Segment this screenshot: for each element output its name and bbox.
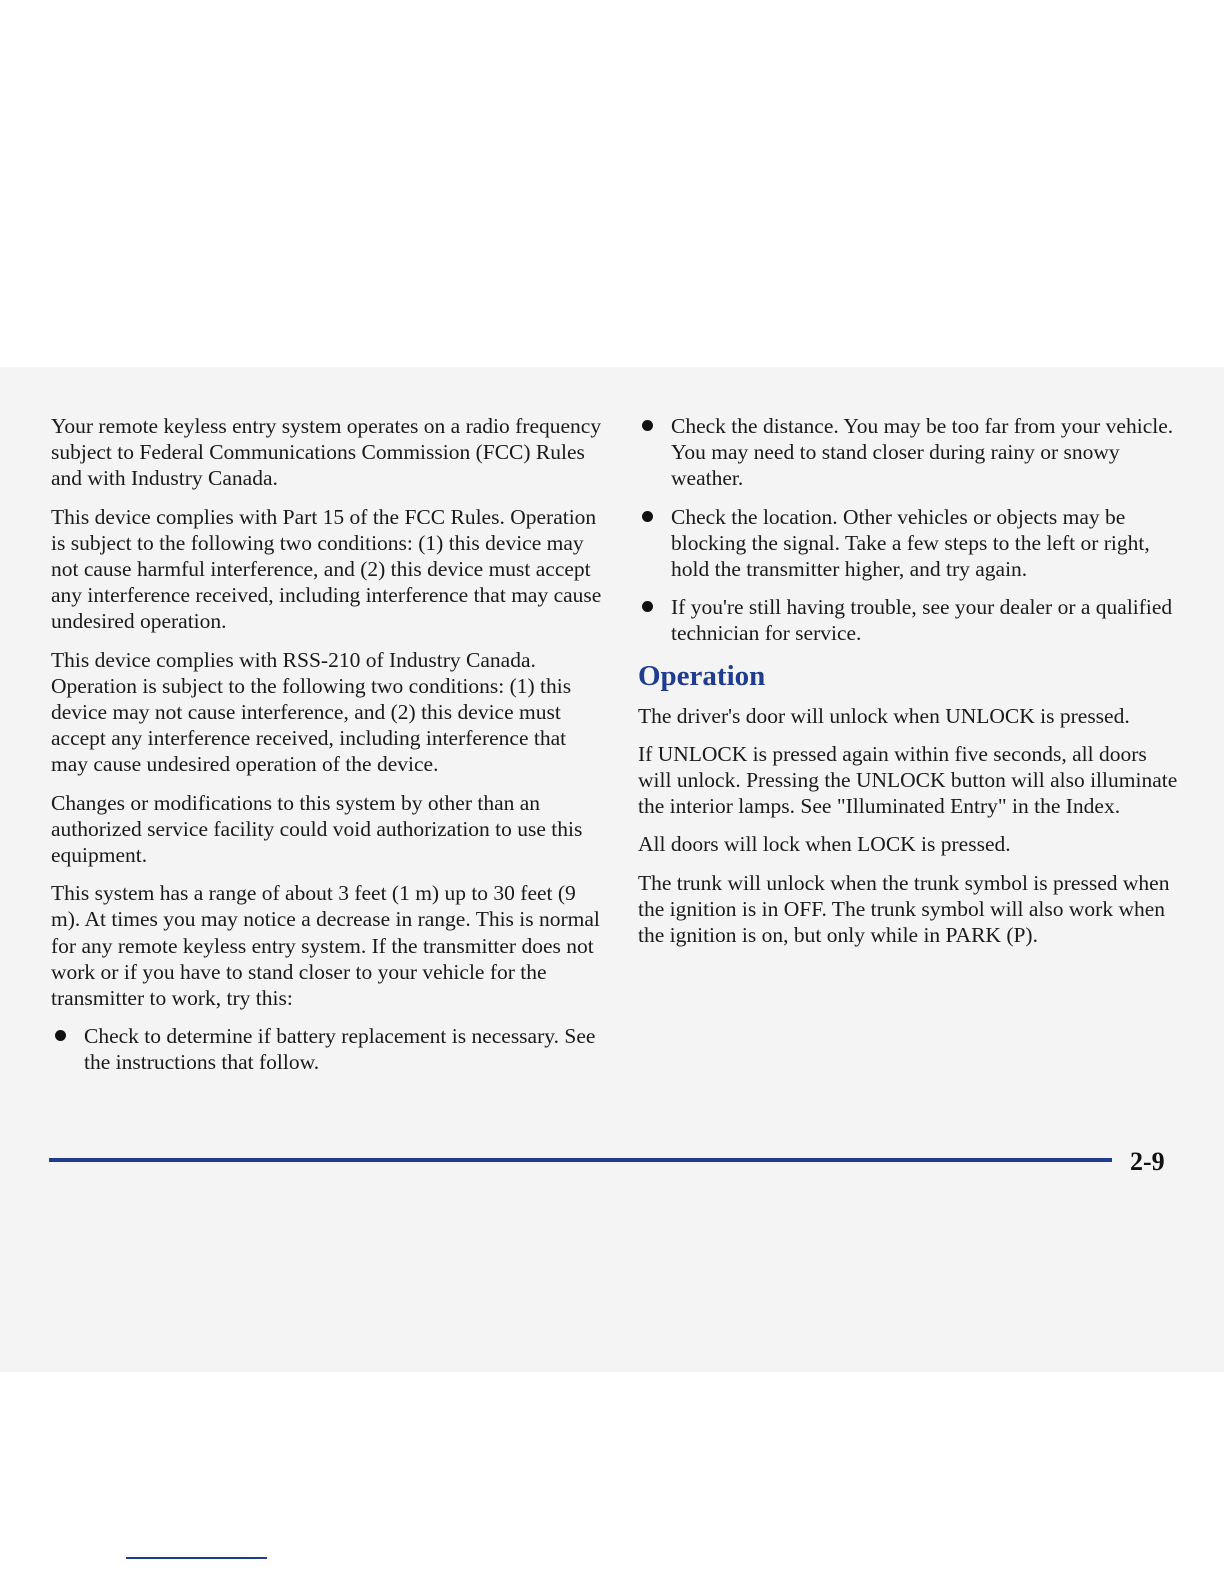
list-item bbox=[51, 1023, 607, 1075]
list-item bbox=[638, 594, 1178, 646]
bullet-text-check-location: Check the location. Other vehicles or objects may be blocking the signal. Take a few steps to the left or right, hold the transmitter higher, and try again. bbox=[671, 504, 1150, 582]
bullet-text-battery-check: Check to determine if battery replacement is necessary. See the instructions that follow. bbox=[84, 1024, 596, 1075]
paragraph-trunk-release: The trunk will unlock when the trunk symbol is pressed when the ignition is in OFF. The trunk symbol will also work when the ignition is on, but only while in PARK (P). bbox=[638, 870, 1170, 948]
list-item bbox=[638, 413, 1178, 492]
left-column bbox=[51, 413, 607, 1088]
bullet-text-see-dealer: If you're still having trouble, see your dealer or a qualified technician for service. bbox=[671, 595, 1173, 646]
paragraph-all-doors-unlock: If UNLOCK is pressed again within five seconds, all doors will unlock. Pressing the UNLOCK button will also illuminate the interior lamps. See "Illuminated Entry" in the Index. bbox=[638, 741, 1178, 819]
paragraph-fcc-compliance: This device complies with Part 15 of the FCC Rules. Operation is subject to the following two conditions: (1) this device may not cause harmful interference, and (2) this device must accept any interference received, including interference that may cause undesired operation. bbox=[51, 504, 602, 634]
paragraph-transmitter-range: This system has a range of about 3 feet (1 m) up to 30 feet (9 m). At times you may notice a decrease in range. This is normal for any remote keyless entry system. If the transmitter does not work or if you have to stand closer to your vehicle for the transmitter to work, try this: bbox=[51, 881, 600, 1011]
section-title-operation: Operation bbox=[638, 659, 766, 692]
bullet-icon bbox=[642, 420, 653, 431]
bullet-text-check-distance: Check the distance. You may be too far from your vehicle. You may need to stand closer during rainy or snowy weather. bbox=[671, 414, 1174, 491]
paragraph-lock-doors: All doors will lock when LOCK is pressed. bbox=[638, 832, 1011, 857]
paragraph-radio-frequency: Your remote keyless entry system operates on a radio frequency subject to Federal Communications Commission (FCC) Rules and with Industry Canada. bbox=[51, 414, 602, 491]
bullet-icon bbox=[642, 601, 653, 612]
list-item bbox=[638, 504, 1178, 583]
page-number: 2-9 bbox=[1130, 1147, 1165, 1176]
bullet-icon bbox=[55, 1030, 66, 1041]
bottom-decorative-line bbox=[126, 1557, 267, 1559]
troubleshooting-list-left bbox=[51, 1023, 607, 1075]
right-column bbox=[638, 413, 1178, 960]
paragraph-industry-canada-compliance: This device complies with RSS-210 of Industry Canada. Operation is subject to the following two conditions: (1) this device may not cause interference, and (2) this device must accept any interference received, including interference that may cause undesired operation of the device. bbox=[51, 647, 572, 777]
paragraph-modifications-warning: Changes or modifications to this system by other than an authorized service facility could void authorization to use this equipment. bbox=[51, 790, 583, 868]
footer-divider bbox=[49, 1158, 1112, 1162]
troubleshooting-list-right bbox=[638, 413, 1178, 647]
paragraph-driver-door-unlock: The driver's door will unlock when UNLOCK is pressed. bbox=[638, 703, 1130, 728]
bullet-icon bbox=[642, 511, 653, 522]
